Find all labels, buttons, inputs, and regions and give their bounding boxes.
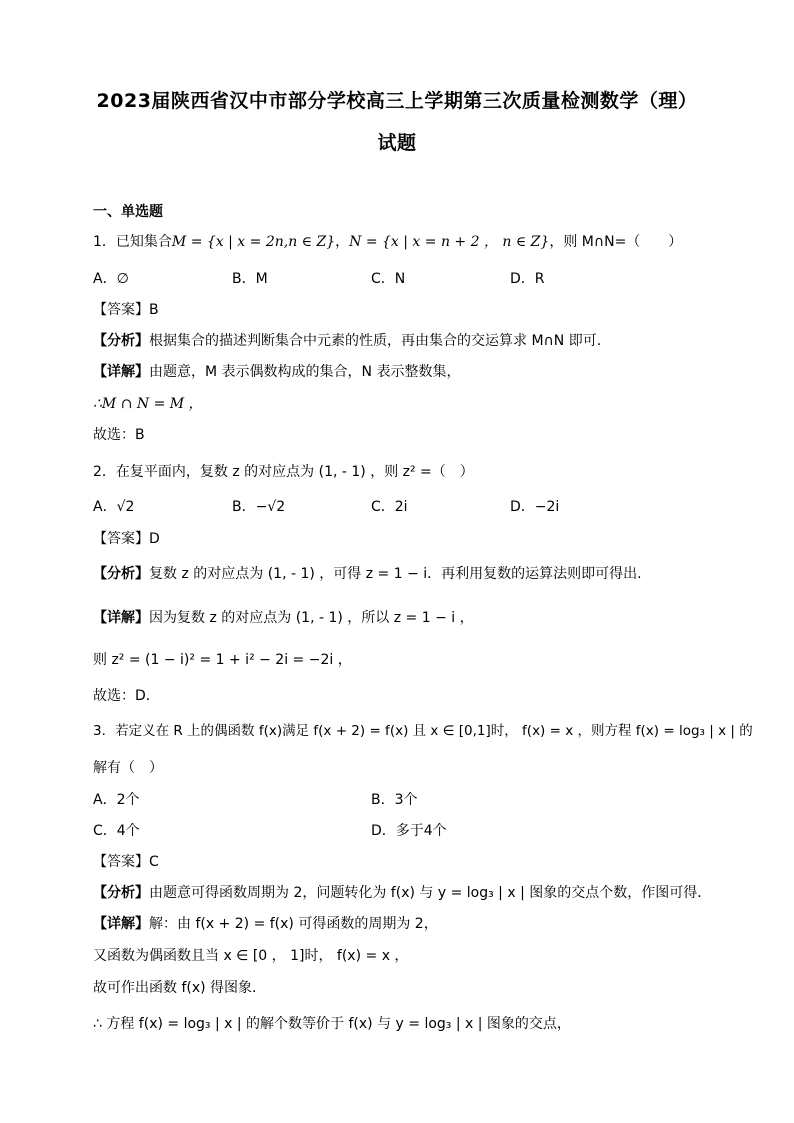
- q2-detail-tag: 【详解】: [93, 610, 149, 626]
- q3-step-3: ∴ 方程 f(x) = log₃ | x | 的解个数等价于 f(x) 与 y = log₃ | x | 图象的交点，: [93, 1016, 571, 1032]
- q3-step-2: 故可作出函数 f(x) 得图象．: [93, 980, 267, 996]
- q3-option-c: C．4个: [93, 823, 140, 839]
- q1-option-b: B．M: [232, 271, 268, 287]
- q3-stem-continued: 解有（ ）: [93, 760, 163, 776]
- q1-analysis: [93, 331, 601, 351]
- q1-detail: [93, 362, 460, 382]
- q1-analysis-tag: 【分析】: [93, 333, 149, 349]
- q2-option-d: D．−2i: [510, 499, 560, 515]
- q3-option-a: A．2个: [93, 792, 140, 808]
- q3-option-d: D．多于4个: [371, 823, 447, 839]
- q2-analysis: [93, 564, 642, 584]
- q1-analysis-text: 根据集合的描述判断集合中元素的性质，再由集合的交运算求 M∩N 即可.: [149, 333, 602, 349]
- q3-answer: 【答案】C: [93, 854, 159, 870]
- document-title-continued: 试题: [377, 132, 417, 154]
- q2-answer: 【答案】D: [93, 531, 160, 547]
- q2-step: 则 z² = (1 − i)² = 1 + i² − 2i = −2i ，: [93, 652, 352, 668]
- q1-detail-text: 由题意，M 表示偶数构成的集合，N 表示整数集，: [149, 364, 461, 380]
- q1-detail-tag: 【详解】: [93, 364, 149, 380]
- q1-answer: 【答案】B: [93, 302, 159, 318]
- q2-detail-text: 因为复数 z 的对应点为 (1, - 1) ，所以 z = 1 − i ，: [149, 610, 474, 626]
- q3-detail: [93, 914, 438, 934]
- q1-sep: ，: [335, 234, 350, 250]
- q3-analysis-text: 由题意可得函数周期为 2，问题转化为 f(x) 与 y = log₃ | x | 图象的交点个数，作图可得．: [149, 885, 712, 901]
- q3-analysis-tag: 【分析】: [93, 885, 149, 901]
- q2-analysis-tag: 【分析】: [93, 566, 149, 582]
- q3-step-1: 又函数为偶函数且当 x ∈ [0 ， 1]时， f(x) = x ，: [93, 948, 409, 964]
- q1-stem-pre: 1．已知集合: [93, 234, 172, 250]
- q1-stem: [93, 232, 682, 252]
- q1-set-m: M = {x | x = 2n,n ∈ Z}: [171, 234, 336, 250]
- section-heading: 一、单选题: [93, 204, 163, 220]
- q2-option-c: C．2i: [371, 499, 408, 515]
- q3-detail-tag: 【详解】: [93, 916, 149, 932]
- q1-step: ∴M ∩ N = M ，: [93, 396, 203, 412]
- q1-stem-post: ，则 M∩N=（ ）: [549, 234, 683, 250]
- q2-choose: 故选：D．: [93, 688, 160, 704]
- q1-option-c: C．N: [371, 271, 406, 287]
- q1-option-a: A．∅: [93, 271, 129, 287]
- q1-set-n: N = {x | x = n + 2 ， n ∈ Z}: [349, 234, 550, 250]
- q3-analysis: [93, 883, 711, 903]
- q1-option-d: D．R: [510, 271, 545, 287]
- q2-detail: [93, 608, 474, 628]
- q3-detail-text: 解：由 f(x + 2) = f(x) 可得函数的周期为 2，: [149, 916, 438, 932]
- q2-analysis-text: 复数 z 的对应点为 (1, - 1) ，可得 z = 1 − i．再利用复数的运算法则即可得出.: [149, 566, 642, 582]
- q1-choose: 故选：B: [93, 427, 145, 443]
- q2-option-a: A．√2: [93, 499, 135, 515]
- document-title: 2023届陕西省汉中市部分学校高三上学期第三次质量检测数学（理）: [96, 90, 698, 112]
- q2-option-b: B．−√2: [232, 499, 286, 515]
- q2-stem: 2．在复平面内，复数 z 的对应点为 (1, - 1) ，则 z² =（ ）: [93, 464, 474, 480]
- q3-option-b: B．3个: [371, 792, 418, 808]
- q3-stem: 3．若定义在 R 上的偶函数 f(x)满足 f(x + 2) = f(x) 且 x ∈ [0,1]时， f(x) = x ，则方程 f(x) = log₃ | x | 的: [93, 723, 753, 739]
